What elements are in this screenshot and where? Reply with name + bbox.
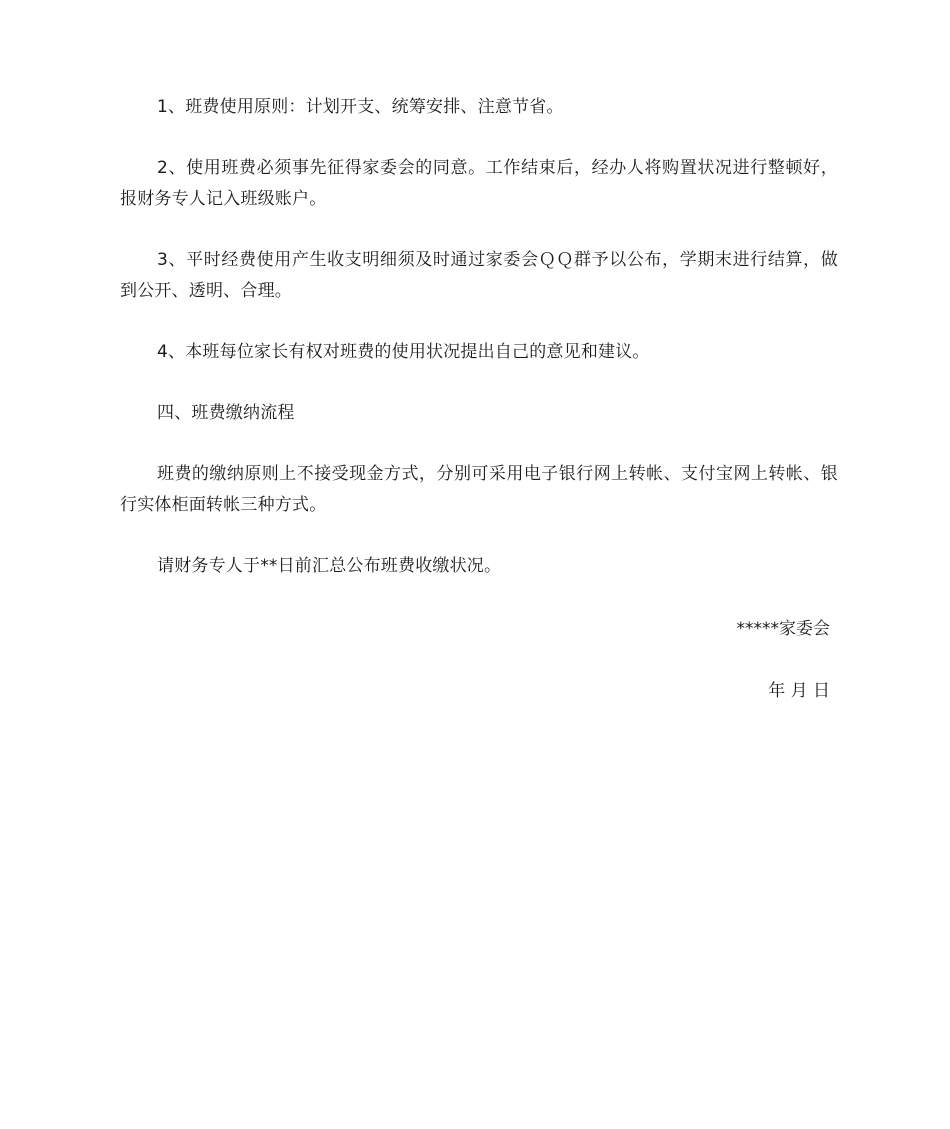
rule-4-paragraph: 4、本班每位家长有权对班费的使用状况提出自己的意见和建议。 [157, 342, 650, 362]
signature-date: 年 月 日 [768, 681, 830, 701]
rule-3-paragraph: 3、平时经费使用产生收支明细须及时通过家委会ＱＱ群予以公布，学期末进行结算，做到公开、透明、合理。 [120, 250, 838, 301]
signature-organization: *****家委会 [736, 619, 830, 639]
rule-2-paragraph: 2、使用班费必须事先征得家委会的同意。工作结束后，经办人将购置状况进行整顿好，报财务专人记入班级账户。 [120, 158, 838, 209]
payment-method-paragraph: 班费的缴纳原则上不接受现金方式，分别可采用电子银行网上转帐、支付宝网上转帐、银行实体柜面转帐三种方式。 [120, 464, 838, 515]
section-heading-payment-process: 四、班费缴纳流程 [157, 403, 295, 423]
rule-1-paragraph: 1、班费使用原则：计划开支、统筹安排、注意节省。 [157, 97, 564, 117]
document-body [120, 92, 838, 612]
summary-instruction-paragraph: 请财务专人于**日前汇总公布班费收缴状况。 [157, 556, 502, 576]
